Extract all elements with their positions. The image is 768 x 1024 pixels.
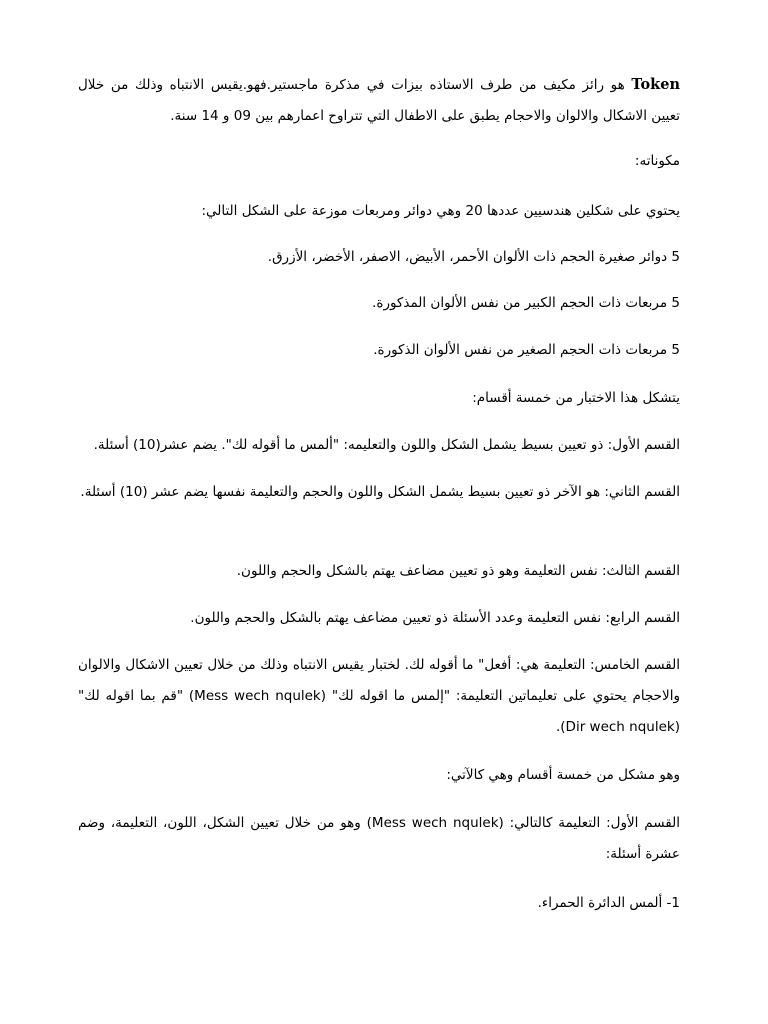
five-sections-line: وهو مشكل من خمسة أقسام وهي كالآتي: [446,767,680,783]
small-squares-line: 5 مربعات ذات الحجم الصغير من نفس الألوان الذكورة. [373,342,680,358]
section-1-paragraph: القسم الأول: ذو تعيين بسيط يشمل الشكل واللون والتعليمه: "ألمس ما أقوله لك". يضم عشر(10) أسئلة. [93,437,680,453]
circles-line: 5 دوائر صغيرة الحجم ذات الألوان الأحمر، الأبيض، الاصفر، الأخضر، الأزرق. [267,249,680,265]
test-sections-intro: يتشكل هذا الاختبار من خمسة أقسام: [472,390,680,406]
first-section-detail: القسم الأول: التعليمة كالتالي: (Mess wech nqulek) وهو من خلال تعيين الشكل، اللون، التعليمة، وضم عشرة أسئلة: [78,815,680,862]
intro-paragraph [78,69,680,132]
contains-line: يحتوي على شكلين هندسيين عددها 20 وهي دوائر ومربعات موزعة على الشكل التالي: [201,203,680,219]
big-squares-line: 5 مربعات ذات الحجم الكبير من نفس الألوان المذكورة. [372,295,680,311]
section-2-paragraph: القسم الثاني: هو الآخر ذو تعيين بسيط يشمل الشكل واللون والحجم والتعليمة نفسها يضم عشر (10) أسئلة. [80,484,680,500]
token-term: Token [631,76,680,93]
section-3-paragraph: القسم الثالث: نفس التعليمة وهو ذو تعيين مضاعف يهتم بالشكل والحجم واللون. [236,563,680,579]
section-4-paragraph: القسم الرابع: نفس التعليمة وعدد الأسئلة ذو تعيين مضاعف يهتم بالشكل والحجم واللون. [190,610,680,626]
components-heading: مكوناته: [634,153,680,169]
list-item-1: 1- ألمس الدائرة الحمراء. [537,895,680,911]
intro-text: هو رائز مكيف من طرف الاستاذه بيزات في مذكرة ماجستير.فهو.يقيس الانتباه وذلك من خلال تعيين الاشكال والالوان والاحجام يطبق على الاطفال التي تتراوح اعمارهم بين 09 و 14 سنة. [78,77,680,124]
section-5-paragraph: القسم الخامس: التعليمة هي: أفعل" ما أقوله لك. لختبار يقيس الانتباه وذلك من خلال تعيين الاشكال والالوان والاحجام يحتوي على تعليماتين التعليمة: "إلمس ما اقوله لك" (Mess wech nqulek) "قم بما اقوله لك" (Dir wech nqulek). [78,657,681,735]
